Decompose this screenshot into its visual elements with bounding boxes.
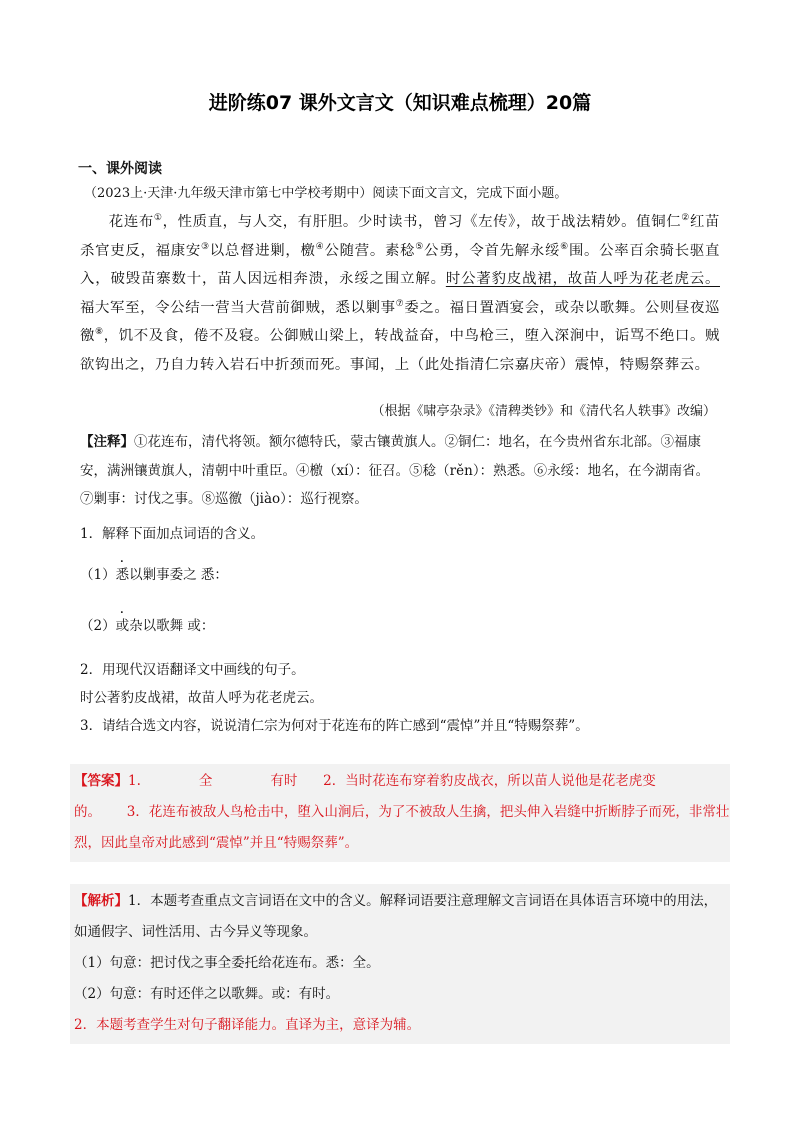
answer-text: 有时: [270, 773, 298, 789]
analysis-block: [74, 886, 730, 1041]
passage-text: ，饥不及食，倦不及寝。公御贼山梁上，转战益奋，中鸟枪三，堕入深涧中，诟骂不绝口。贼欲钩出之，乃自力转入岩石中折颈而死。事闻，上（此处指清仁宗嘉庆帝）震悼，特赐祭葬云。: [80, 328, 720, 373]
classical-passage: [80, 208, 720, 379]
dotted-word: 或: [115, 618, 130, 634]
question-1-2: [80, 614, 214, 634]
citation: （根据《啸亭杂录》《清稗类钞》和《清代名人轶事》改编）: [371, 404, 716, 419]
note-marker: ⑥: [560, 241, 569, 252]
section-heading: 一、课外阅读: [78, 161, 162, 177]
analysis-text: 1．本题考查重点文言词语在文中的含义。解释词语要注意理解文言词语在具体语言环境中的用法，如通假字、词性活用、古今异义等现象。: [74, 893, 718, 940]
passage-text: ，性质直，与人交，有肝胆。少时读书，曾习《左传》，故于战法精妙。值铜仁: [162, 214, 682, 230]
passage-text: 福大军至，令公结一营当大营前御贼，悉以剿事: [80, 299, 396, 316]
answer-text: 3．花连布被敌人鸟枪击中，堕入山涧后，为了不被敌人生擒，把头伸入岩缝中折断脖子而死，非常壮烈，因此皇帝对此感到“震悼”并且“特赐祭葬”。: [74, 804, 730, 851]
answer-text: 2．当时花连布穿着豹皮战衣，所以苗人说他是花老虎变的。: [74, 773, 656, 820]
question-2: 2．用现代汉语翻译文中画线的句子。: [80, 662, 305, 678]
underlined-sentence: 时公著豹皮战裙，故苗人呼为花老虎云。: [445, 271, 720, 287]
notes-text: ①花连布，清代将领。额尔德特氏，蒙古镶黄旗人。②铜仁：地名，在今贵州省东北部。③福康安，满洲镶黄旗人，清朝中叶重臣。④檄（xí）：征召。⑤稔（rěn）：熟悉。⑥永绥：地名，在今湖南省。⑦剿事：讨伐之事。⑧巡徼（jiào）：巡行视察。: [80, 434, 710, 507]
analysis-text: （2）句意：有时还伴之以歌舞。或：有时。: [74, 986, 340, 1002]
note-marker: ⑦: [395, 298, 405, 309]
answer-label: 【答案】: [74, 773, 128, 789]
passage-text: 围。公率百余骑长驱直入，破毁苗寨数十，苗人因远相奔溃，永绥之围立解。: [80, 242, 721, 287]
notes-label: 【注释】: [80, 434, 134, 450]
source-line: （2023上·天津·九年级天津市第七中学校考期中）阅读下面文言文，完成下面小题。: [84, 186, 568, 201]
note-marker: ③: [200, 241, 210, 252]
question-1-1: [80, 563, 228, 583]
analysis-text: 2．本题考查学生对句子翻译能力。直译为主，意译为辅。: [74, 1017, 421, 1033]
answer-block: [74, 766, 730, 859]
sub-number: （2）: [80, 618, 116, 634]
passage-text: 花连布: [108, 214, 154, 230]
passage-text: 红苗杀官吏反，福康安: [80, 214, 720, 259]
sub-text: 以剿事委之 悉：: [129, 567, 228, 583]
passage-text: 公勇，令首先解永绥: [424, 242, 561, 259]
question-3: 3．请结合选文内容，说说清仁宗为何对于花连布的阵亡感到“震悼”并且“特赐祭葬”。: [80, 718, 589, 734]
note-marker: ④: [315, 241, 325, 252]
analysis-label: 【解析】: [74, 893, 128, 909]
passage-text: 以总督进剿，檄: [209, 242, 316, 259]
document-title: 进阶练07 课外文言文（知识难点梳理）20篇: [208, 92, 592, 114]
question-1: 1．解释下面加点词语的含义。: [80, 526, 265, 542]
passage-text: 委之。福日置酒宴会，或杂以歌舞。公则昼夜巡徼: [80, 299, 720, 344]
note-marker: ①: [153, 213, 163, 224]
dotted-word: 悉: [115, 567, 130, 583]
sub-number: （1）: [80, 567, 116, 583]
sub-text: 杂以歌舞 或：: [129, 618, 215, 634]
note-marker: ②: [681, 213, 690, 224]
passage-text: 公随营。素稔: [324, 242, 416, 259]
answer-text: 全: [198, 773, 213, 789]
analysis-text: （1）句意：把讨伐之事全委托给花连布。悉：全。: [74, 955, 380, 971]
notes: [80, 428, 720, 514]
note-marker: ⑤: [415, 241, 425, 252]
question-2-sentence: 时公著豹皮战裙，故苗人呼为花老虎云。: [80, 690, 323, 706]
note-marker: ⑧: [95, 327, 104, 338]
answer-text: 1.: [128, 773, 141, 789]
